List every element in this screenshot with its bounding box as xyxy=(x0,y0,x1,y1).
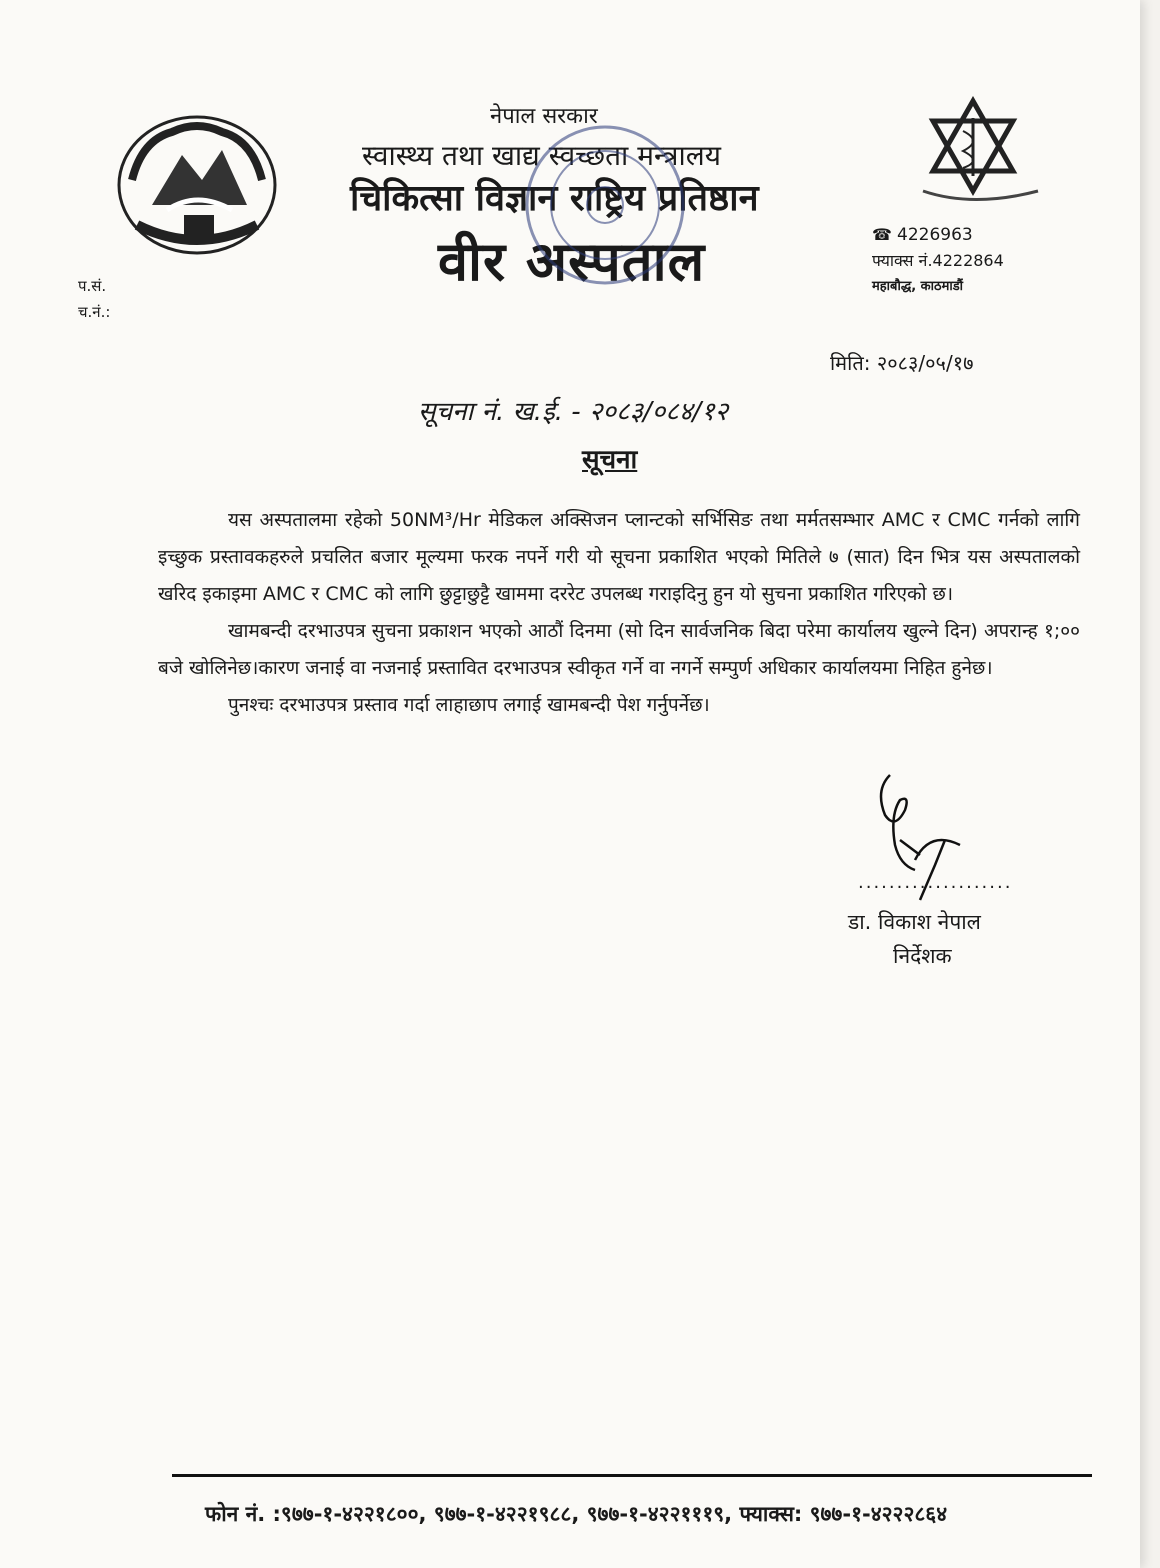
notice-heading: सूचना xyxy=(582,445,638,475)
government-line: नेपाल सरकार xyxy=(490,104,598,129)
footer-divider xyxy=(172,1474,1092,1477)
signature-line: .................... xyxy=(858,872,1013,893)
ministry-line: स्वास्थ्य तथा खाद्य स्वच्छता मन्त्रालय xyxy=(362,139,721,172)
round-office-stamp-icon xyxy=(520,120,690,290)
hospital-name: वीर अस्पताल xyxy=(438,230,706,293)
nams-caduceus-star-logo-icon xyxy=(918,96,1048,216)
phone-line xyxy=(872,222,1004,248)
signer-name: डा. विकाश नेपाल xyxy=(848,910,981,934)
fax-line: फ्याक्स नं.4222864 xyxy=(872,251,1004,270)
signer-designation: निर्देशक xyxy=(893,944,952,968)
paragraph-2: खामबन्दी दरभाउपत्र सुचना प्रकाशन भएको आठौं दिनमा (सो दिन सार्वजनिक बिदा परेमा कार्यालय खुल्ने दिन) अपरान्ह १;०० बजे खोलिनेछ।कारण जनाई वा नजनाई प्रस्तावित दरभाउपत्र स्वीकृत गर्ने वा नगर्ने सम्पुर्ण अधिकार कार्यालयमा निहित हुनेछ। xyxy=(158,620,1080,679)
footer-contact: फोन नं. :९७७-१-४२२१८००, ९७७-१-४२२१९८८, ९७७-१-४२२१११९, फ्याक्स: ९७७-१-४२२२८६४ xyxy=(205,1502,948,1526)
address-line: महाबौद्ध, काठमाडौं xyxy=(872,279,964,294)
institute-line: चिकित्सा विज्ञान राष्ट्रिय प्रतिष्ठान xyxy=(350,178,759,219)
notice-number: सूचना नं. ख.ई. - २०८३/०८४/१२ xyxy=(418,397,729,427)
nepal-government-emblem-icon xyxy=(112,110,282,260)
reference-block xyxy=(78,273,110,325)
ps-label: प.सं. xyxy=(78,277,107,295)
chn-label: च.नं.: xyxy=(78,303,111,321)
phone-icon: ☎ xyxy=(872,225,898,244)
phone-number: 4226963 xyxy=(897,225,973,245)
notice-date: मिति: २०८३/०५/१७ xyxy=(830,351,974,375)
notice-body xyxy=(158,502,1080,724)
paragraph-3: पुनश्चः दरभाउपत्र प्रस्ताव गर्दा लाहाछाप लगाई खामबन्दी पेश गर्नुपर्नेछ। xyxy=(228,694,710,716)
paragraph-1: यस अस्पतालमा रहेको 50NM³/Hr मेडिकल अक्सिजन प्लान्टको सर्भिसिङ तथा मर्मतसम्भार AMC र CMC गर्नको लागि इच्छुक प्रस्तावकहरुले प्रचलित बजार मूल्यमा फरक नपर्ने गरी यो सूचना प्रकाशित भएको मितिले ७ (सात) दिन भित्र यस अस्पतालको खरिद इकाइमा AMC र CMC को लागि छुट्टाछुट्टै खाममा दररेट उपलब्ध गराइदिनु हुन यो सुचना प्रकाशित गरिएको छ। xyxy=(158,509,1080,605)
contact-block xyxy=(872,222,1004,300)
